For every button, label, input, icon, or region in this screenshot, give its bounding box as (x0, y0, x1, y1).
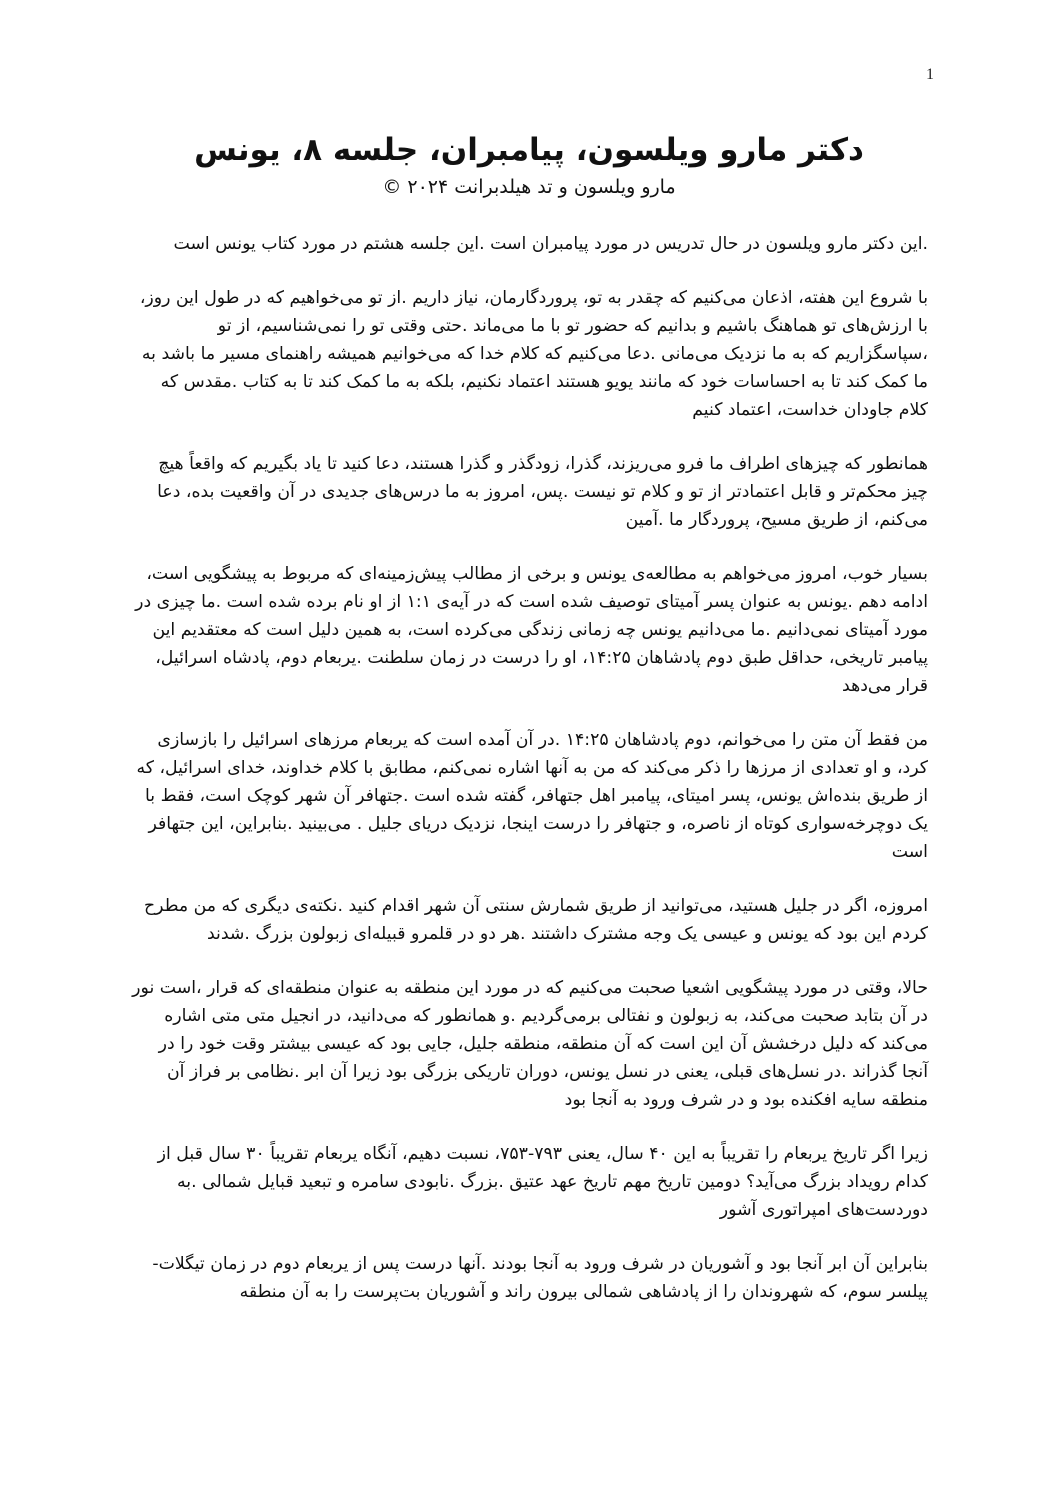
paragraph-intro: .این دکتر مارو ویلسون در حال تدریس در مورد پیامبران است .این جلسه هشتم در مورد کتاب یونس است (173, 234, 928, 254)
paragraph-second-kings: من فقط آن متن را می‌خوانم، دوم پادشاهان ۱۴:۲۵ .در آن آمده است که یربعام مرزهای اسرائیل را بازسازی کرد، و او تعدادی از مرزها را ذکر می‌کند که من به آنها اشاره نمی‌کنم، مطابق با کلام خداوند، خدای اسرائیل، که از طریق بنده‌اش یونس، پسر امیتای، پیامبر اهل جتهافر، گفته شده است .جتهافر آن شهر کوچک است، فقط با یک دوچرخه‌سواری کوتاه از ناصره، و جتهافر را درست اینجا، نزدیک دریای جلیل . می‌بینید .بنابراین، این جتهافر است (136, 730, 928, 862)
title-block (0, 128, 1058, 202)
paragraph-opening-prayer: با شروع این هفته، اذعان می‌کنیم که چقدر به تو، پروردگارمان، نیاز داریم .از تو می‌خواهیم که در طول این روز، با ارزش‌های تو هماهنگ باشیم و بدانیم که حضور تو با ما می‌ماند .حتی وقتی تو را نمی‌شناسیم، از تو ،سپاسگزاریم که به ما نزدیک می‌مانی .دعا می‌کنیم که کلام خدا که می‌خوانیم همیشه راهنمای مسیر ما باشد به ما کمک کند تا به احساسات خود که مانند یویو هستند اعتماد نکنیم، بلکه به ما کمک کند تا به کتاب .مقدس که کلام جاودان خداست، اعتماد کنیم (139, 288, 928, 420)
paragraph-assyrians: بنابراین آن ابر آنجا بود و آشوریان در شرف ورود به آنجا بودند .آنها درست پس از یربعام دوم در زمان تیگلات-پیلسر سوم، که شهروندان را از پادشاهی شمالی بیرون راند و آشوریان بت‌پرست را به آن منطقه (152, 1254, 928, 1302)
paragraph-galilee: امروزه، اگر در جلیل هستید، می‌توانید از طریق شمارش سنتی آن شهر اقدام کنید .نکته‌ی دیگری که من مطرح کردم این بود که یونس و عیسی یک وجه مشترک داشتند .هر دو در قلمرو قبیله‌ای زبولون بزرگ .شدند (144, 896, 928, 944)
page-title: دکتر مارو ویلسون، پیامبران، جلسه ۸، یونس (194, 132, 864, 168)
page-subtitle: مارو ویلسون و تد هیلدبرانت ۲۰۲۴ © (382, 176, 676, 198)
paragraph-isaiah-prophecy: حالا، وقتی در مورد پیشگویی اشعیا صحبت می‌کنیم که در مورد این منطقه به عنوان منطقه‌ای که قرار ،است نور در آن بتابد صحبت می‌کند، به زبولون و نفتالی برمی‌گردیم .و همانطور که می‌دانید، در انجیل متی متی اشاره می‌کند که دلیل درخشش آن این است که آن منطقه، منطقه جلیل، جایی بود که عیسی بیشتر وقت خود را در آنجا گذراند .در نسل‌های قبلی، یعنی در نسل یونس، دوران تاریکی بزرگی بود زیرا آن ابر .نظامی بر فراز آن منطقه سایه افکنده بود و در شرف ورود به آنجا بود (132, 978, 928, 1110)
paragraph-prayer-continued: همانطور که چیزهای اطراف ما فرو می‌ریزند، گذرا، زودگذر و گذرا هستند، دعا کنید تا یاد بگیریم که واقعاً هیچ چیز محکم‌تر و قابل اعتمادتر از تو و کلام تو نیست .پس، امروز به ما درس‌های جدیدی در آن واقعیت بده، دعا می‌کنم، از طریق مسیح، پروردگار ما .آمین (157, 454, 928, 530)
document-body (128, 230, 928, 1332)
page-number: 1 (926, 66, 934, 83)
paragraph-jeroboam-dates: زیرا اگر تاریخ یربعام را تقریباً به این ۴۰ سال، یعنی ۷۹۳-۷۵۳، نسبت دهیم، آنگاه یربعام تقریباً ۳۰ سال قبل از کدام رویداد بزرگ می‌آید؟ دومین تاریخ مهم تاریخ عهد عتیق .بزرگ .نابودی سامره و تبعید قبایل شمالی .به دوردست‌های امپراتوری آشور (157, 1144, 928, 1220)
paragraph-jonah-background: بسیار خوب، امروز می‌خواهم به مطالعه‌ی یونس و برخی از مطالب پیش‌زمینه‌ای که مربوط به پیشگویی است، ادامه دهم .یونس به عنوان پسر آمیتای توصیف شده است که در آیه‌ی ۱:۱ از او نام برده شده است .ما چیزی در مورد آمیتای نمی‌دانیم .ما می‌دانیم یونس چه زمانی زندگی می‌کرده است، به همین دلیل است که معتقدیم این پیامبر تاریخی، حداقل طبق دوم پادشاهان ۱۴:۲۵، او را درست در زمان سلطنت .یربعام دوم، پادشاه اسرائیل، قرار می‌دهد (135, 564, 928, 696)
